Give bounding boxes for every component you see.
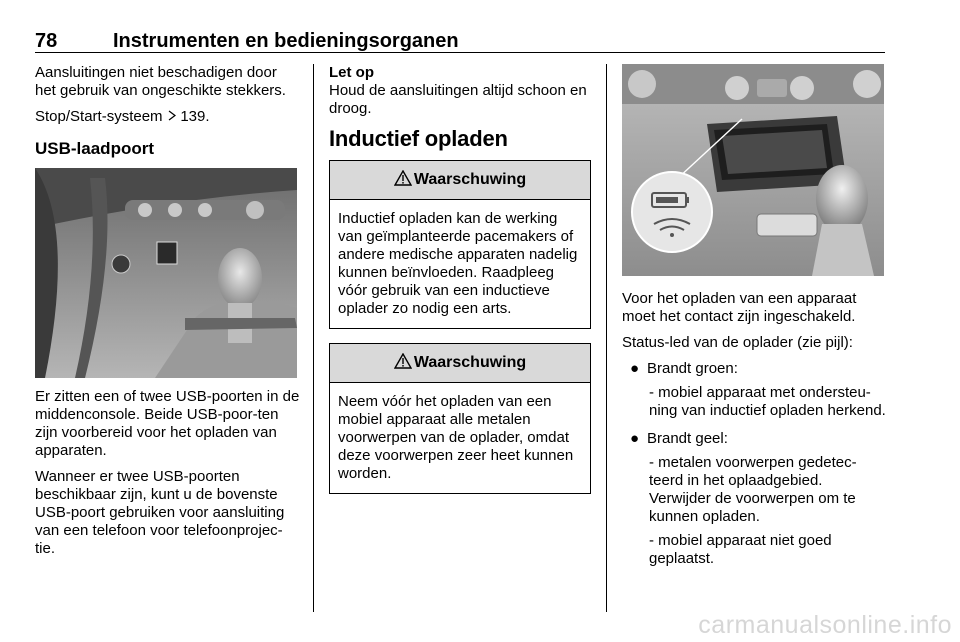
inductive-charger-photo: [622, 64, 884, 276]
note-label: Let op: [329, 64, 374, 81]
list-item-label: Brandt groen:: [647, 360, 738, 377]
paragraph: Wanneer er twee USB-poorten beschikbaar zijn, kunt u de bovenste USB-poort gebruiken voor aansluiting van een telefoon voor telefoonprojec-tie.: [35, 468, 285, 557]
paragraph: Er zitten een of twee USB-poorten in de middenconsole. Beide USB-poor-ten zijn voorbereid voor het opladen van apparaten.: [35, 388, 300, 459]
bullet-marker: ●: [629, 430, 640, 447]
column-left: [35, 64, 300, 566]
warning-box: [329, 160, 591, 329]
warning-header: [330, 344, 590, 383]
usb-port-photo: [35, 168, 297, 378]
list-item-label: Brandt geel:: [647, 430, 728, 447]
warning-triangle-icon: [394, 353, 414, 374]
page-header: [35, 28, 885, 53]
list-item: [622, 360, 888, 378]
cross-reference[interactable]: [35, 108, 300, 126]
column-right: [622, 64, 888, 568]
column-middle: [329, 64, 591, 508]
warning-title: Waarschuwing: [413, 171, 527, 188]
list-item: [622, 430, 888, 448]
note-text: Houd de aansluitingen altijd schoon en droog.: [329, 82, 587, 117]
column-divider: [606, 64, 607, 612]
warning-header: [330, 161, 590, 200]
bullet-marker: ●: [629, 360, 640, 377]
paragraph: Status-led van de oplader (zie pijl):: [622, 334, 853, 351]
warning-box: [329, 343, 591, 494]
paragraph: Voor het opladen van een apparaat moet het contact zijn ingeschakeld.: [622, 290, 857, 325]
warning-text: Neem vóór het opladen van een mobiel apparaat alle metalen voorwerpen van de oplader, omdat deze voorwerpen zeer heet kunnen worden.: [338, 393, 574, 482]
reference-arrow-icon: [167, 109, 181, 124]
warning-title: Waarschuwing: [413, 354, 527, 371]
column-divider: [313, 64, 314, 612]
page-number: 78: [35, 30, 58, 52]
section-heading: Inductief opladen: [329, 126, 508, 151]
warning-text: Inductief opladen kan de werking van geïmplanteerde pacemakers of andere medische apparaten nadelig kunnen beïnvloeden. Raadpleeg vóór gebruik van een inductieve oplader zo nodig een arts.: [338, 210, 578, 317]
reference-text: Stop/Start-systeem: [35, 108, 163, 125]
list-item-detail: - metalen voorwerpen gedetec-teerd in het oplaadgebied. Verwijder de voorwerpen om te kunnen opladen.: [649, 454, 857, 525]
list-item-detail: - mobiel apparaat met ondersteu-ning van inductief opladen herkend.: [649, 384, 886, 419]
page-title: Instrumenten en bedieningsorganen: [113, 30, 459, 52]
warning-triangle-icon: [394, 170, 414, 191]
section-heading: USB-laadpoort: [35, 139, 154, 158]
watermark: carmanualsonline.info: [698, 611, 952, 639]
paragraph: Aansluitingen niet beschadigen door het gebruik van ongeschikte stekkers.: [35, 64, 286, 99]
reference-page: 139.: [180, 108, 210, 125]
list-item-detail: - mobiel apparaat niet goed geplaatst.: [649, 532, 832, 567]
